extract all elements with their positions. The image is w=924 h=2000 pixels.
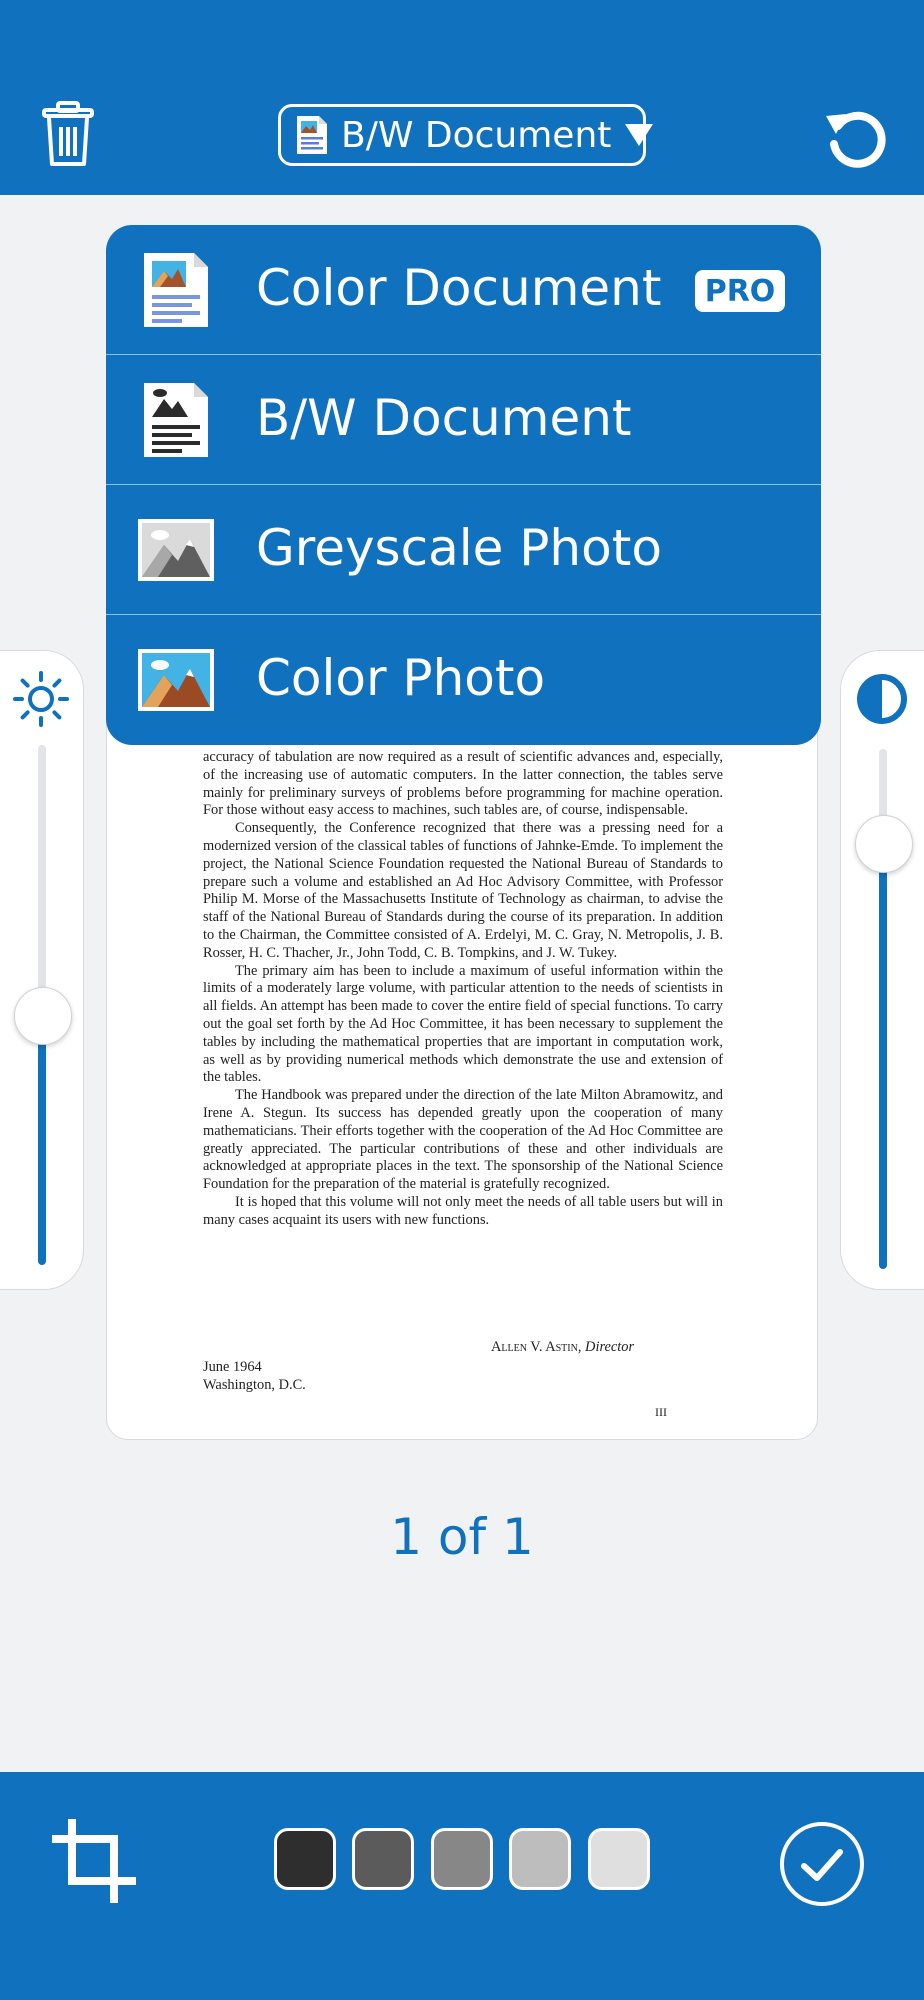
menu-item-color-photo[interactable] [106,615,821,745]
brightness-slider-panel [0,650,84,1290]
rotate-icon[interactable] [822,104,892,174]
document-preview[interactable] [106,700,818,1440]
brightness-fill [38,1015,46,1265]
color-photo-icon [138,641,214,719]
bw-document-icon [138,381,214,459]
menu-item-label: Color Document [256,259,662,317]
document-text [203,749,723,1230]
menu-item-greyscale-photo[interactable] [106,485,821,615]
menu-item-label: Greyscale Photo [256,519,662,577]
doc-paragraph: It is hoped that this volume will not only meet the needs of all table users but will in many cases acquaint its users with new functions. [203,1193,723,1228]
contrast-thumb[interactable] [855,815,913,873]
menu-item-label: B/W Document [256,389,632,447]
swatch-4[interactable] [509,1828,571,1890]
menu-item-label: Color Photo [256,649,546,707]
contrast-icon [854,671,910,727]
pro-badge: PRO [695,270,785,312]
doc-paragraph: The primary aim has been to include a maximum of useful information within the limits of a moderately large volume, with particular attention to the needs of scientists in all fields. An attempt has been made to cover the entire field of special functions. To carry out the goal set forth by the Ad Hoc Committee, it has been necessary to supplement the tables by including the mathematical properties that are important in computation work, as well as by providing numerical methods which demonstrate the use and extension of the tables. [203,962,723,1086]
trash-icon[interactable] [38,100,98,170]
doc-paragraph: The Handbook was prepared under the direction of the late Milton Abramowitz, and Irene A. Stegun. Its success has depended greatly upon the cooperation of many mathematicians. Their efforts together with the cooperation of the Ad Hoc Committee are greatly appreciated. The particular contributions of these and other individuals are acknowledged at appropriate places in the text. The sponsorship of the National Science Foundation for the preparation of the material is gratefully recognized. [203,1087,723,1193]
menu-item-bw-document[interactable] [106,355,821,485]
swatch-1[interactable] [274,1828,336,1890]
contrast-fill [879,843,887,1269]
signature-name: Allen V. Astin, [491,1339,582,1355]
greyscale-photo-icon [138,511,214,589]
brightness-icon [11,669,71,729]
dropdown-triangle-icon [625,124,653,146]
doc-date: June 1964 [203,1359,262,1375]
doc-paragraph: accuracy of tabulation are now required as a result of scientific advances and, especially, of the increasing use of automatic computers. In the latter connection, the tables serve mainly for preliminary surveys of problems before programming for machine operation. For those without easy access to machines, such tables are, of course, indispensable. [203,749,723,819]
color-document-icon [138,251,214,329]
document-icon [295,114,329,156]
scan-mode-dropdown [106,225,821,745]
doc-page-number: III [655,1405,667,1419]
checkmark-icon [784,1826,860,1902]
doc-paragraph: Consequently, the Conference recognized that there was a pressing need for a modernized version of the classical tables of functions of Jahnke-Emde. To implement the project, the National Science Foundation requested the National Bureau of Standards to prepare such a volume and established an Ad Hoc Advisory Committee, with Professor Philip M. Morse of the Massachusetts Institute of Technology as chairman, to advise the staff of the National Bureau of Standards during the course of its preparation. In addition to the Chairman, the Committee consisted of A. Erdelyi, M. C. Gray, N. Metropolis, J. B. Rosser, H. C. Thacher, Jr., John Todd, C. B. Tompkins, and J. W. Tukey. [203,820,723,961]
swatch-5[interactable] [588,1828,650,1890]
confirm-button[interactable] [780,1822,864,1906]
contrast-slider-panel [840,650,924,1290]
page-counter: 1 of 1 [390,1508,534,1566]
swatch-3[interactable] [431,1828,493,1890]
scan-mode-label: B/W Document [341,114,612,156]
doc-signature [491,1339,634,1356]
doc-place: Washington, D.C. [203,1377,306,1393]
crop-icon[interactable] [50,1815,142,1907]
signature-title: Director [585,1339,635,1355]
scan-mode-select[interactable] [278,104,646,166]
swatch-2[interactable] [352,1828,414,1890]
brightness-thumb[interactable] [14,987,72,1045]
menu-item-color-document[interactable] [106,225,821,355]
